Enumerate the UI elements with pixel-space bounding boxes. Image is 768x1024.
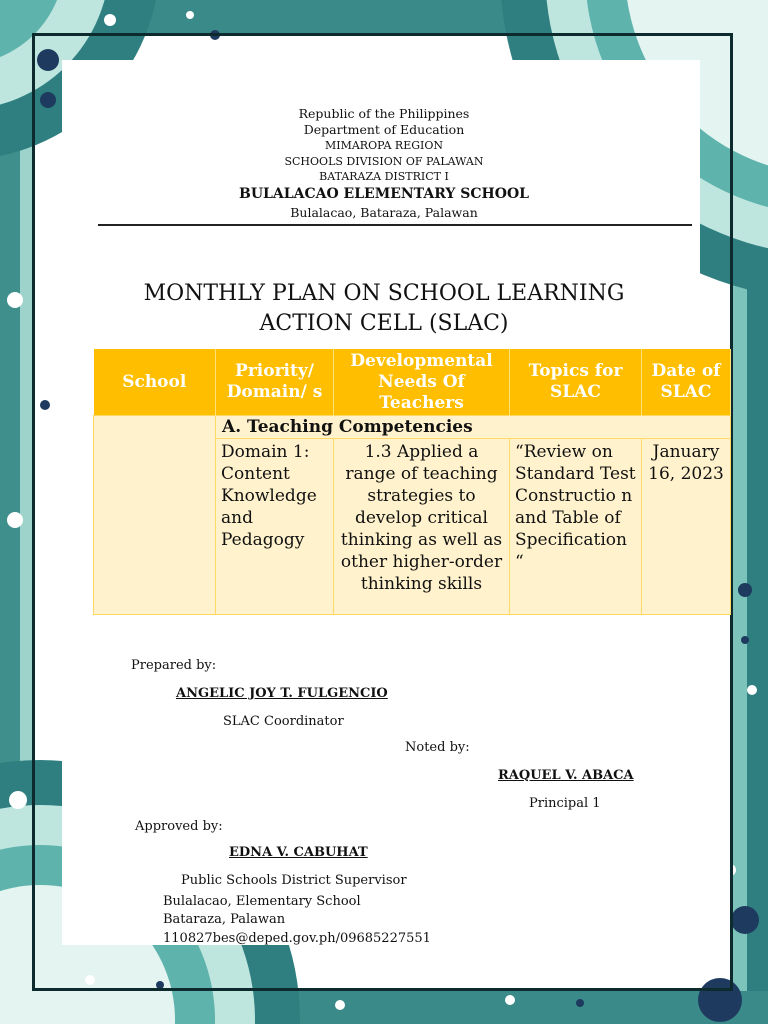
header-country: Republic of the Philippines xyxy=(298,106,470,121)
noted-name: RAQUEL V. ABACA xyxy=(498,768,634,783)
header-topics: Topics for SLAC xyxy=(510,349,642,416)
noted-title: Principal 1 xyxy=(529,796,601,811)
footer-address: Bataraza, Palawan xyxy=(163,912,286,927)
header-school-name: BULALACAO ELEMENTARY SCHOOL xyxy=(239,186,529,202)
cell-school xyxy=(94,416,216,615)
table-section-row xyxy=(94,416,731,439)
header-district: BATARAZA DISTRICT I xyxy=(319,170,449,183)
header-address: Bulalacao, Bataraza, Palawan xyxy=(290,205,478,220)
header-region: MIMAROPA REGION xyxy=(324,139,444,152)
header-priority: Priority/ Domain/ s xyxy=(216,349,334,416)
header-divider xyxy=(98,224,692,226)
approved-name: EDNA V. CABUHAT xyxy=(229,845,368,860)
footer-contact: 110827bes@deped.gov.ph/09685227551 xyxy=(163,931,431,946)
prepared-name: ANGELIC JOY T. FULGENCIO xyxy=(176,686,388,701)
prepared-title: SLAC Coordinator xyxy=(223,714,344,729)
prepared-label: Prepared by: xyxy=(131,658,217,673)
slac-plan-table xyxy=(93,349,731,615)
page-title-line2: ACTION CELL (SLAC) xyxy=(259,311,509,336)
cell-topic: “Review on Standard Test Constructio n and Table of Specification “ xyxy=(510,439,642,615)
footer-school: Bulalacao, Elementary School xyxy=(163,894,361,909)
header-division: SCHOOLS DIVISION OF PALAWAN xyxy=(284,155,484,168)
cell-domain: Domain 1: Content Knowledge and Pedagogy xyxy=(216,439,334,615)
header-date: Date of SLAC xyxy=(642,349,731,416)
header-needs: Developmental Needs Of Teachers xyxy=(334,349,510,416)
header-department: Department of Education xyxy=(303,122,465,137)
approved-title: Public Schools District Supervisor xyxy=(181,873,407,888)
noted-label: Noted by: xyxy=(405,740,470,755)
section-teaching-competencies: A. Teaching Competencies xyxy=(216,416,731,439)
approved-label: Approved by: xyxy=(135,819,223,834)
cell-needs: 1.3 Applied a range of teaching strategies to develop critical thinking as well as other higher-order thinking skills xyxy=(334,439,510,615)
cell-date: January 16, 2023 xyxy=(642,439,731,615)
page-title-line1: MONTHLY PLAN ON SCHOOL LEARNING xyxy=(143,281,625,306)
header-school: School xyxy=(94,349,216,416)
table-header-row xyxy=(94,349,731,416)
